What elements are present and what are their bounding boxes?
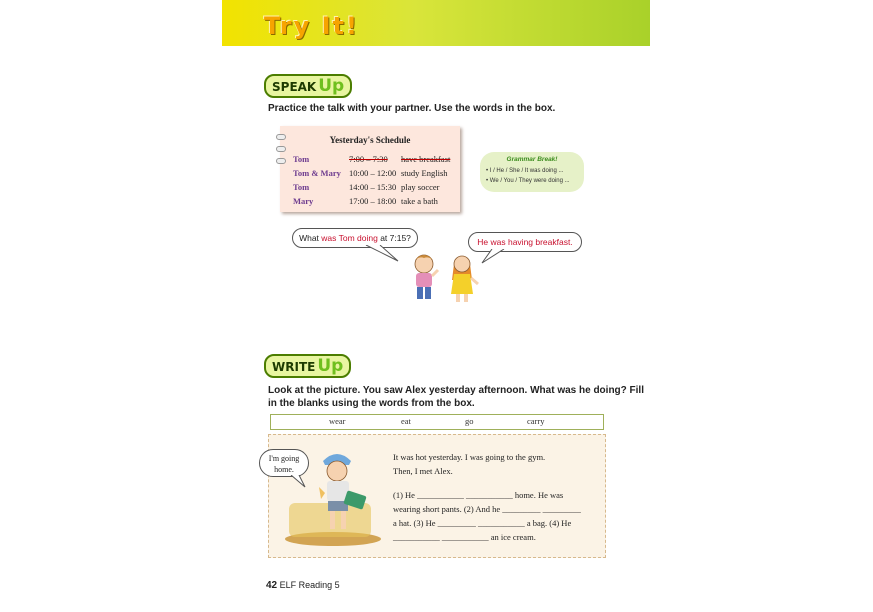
schedule-card (280, 126, 460, 212)
ice-cream-icon (319, 487, 325, 499)
word-box-item: carry (527, 416, 545, 426)
bubble-tail (362, 245, 402, 263)
speak-tag-text: SPEAK (272, 80, 317, 94)
book-title: ELF Reading 5 (279, 580, 340, 590)
schedule-time: 14:00 – 15:30 (349, 182, 397, 192)
word-box-item: eat (401, 416, 411, 426)
write-instruction-line-1: Look at the picture. You saw Alex yesterday afternoon. What was he doing? Fill (268, 385, 644, 396)
word-box (270, 414, 604, 430)
word-box-item: go (465, 416, 474, 426)
story-line: a hat. (3) He _________ ___________ a bag. (4) He (393, 518, 572, 528)
schedule-time: 10:00 – 12:00 (349, 168, 397, 178)
schedule-activity: have breakfast (401, 154, 451, 164)
story-line: Then, I met Alex. (393, 466, 453, 476)
grammar-line: • We / You / They were doing ... (486, 178, 570, 184)
page-number: 42 (266, 580, 278, 591)
title-banner (222, 0, 650, 46)
speak-tag-up: Up (318, 76, 345, 96)
bubble-text: at 7:15? (377, 233, 411, 243)
schedule-row (293, 154, 457, 166)
girl-figure (451, 256, 478, 302)
story-line: (1) He ___________ ___________ home. He was (393, 490, 564, 500)
write-up-tag (264, 354, 351, 378)
write-tag-text: WRITE (272, 360, 316, 374)
speak-instruction: Practice the talk with your partner. Use the words in the box. (268, 103, 556, 114)
binder-ring (276, 158, 286, 164)
schedule-row (293, 168, 457, 180)
speak-up-tag (264, 74, 352, 98)
story-panel (268, 434, 606, 558)
schedule-row (293, 182, 457, 194)
textbook-page (222, 0, 650, 612)
write-tag-up: Up (317, 356, 344, 376)
schedule-time: 17:00 – 18:00 (349, 196, 397, 206)
story-line: It was hot yesterday. I was going to the gym. (393, 452, 546, 462)
schedule-activity: take a bath (401, 196, 438, 206)
grammar-line: • I / He / She / It was doing ... (486, 168, 564, 174)
schedule-who: Tom & Mary (293, 168, 341, 178)
schedule-who: Mary (293, 196, 314, 206)
schedule-title: Yesterday's Schedule (329, 135, 411, 145)
story-line: ___________ ___________ an ice cream. (393, 532, 536, 542)
word-box-item: wear (329, 416, 346, 426)
alex-speech-text: I'm going home. (268, 454, 300, 474)
grammar-break-box (480, 152, 584, 192)
schedule-who: Tom (293, 154, 310, 164)
schedule-who: Tom (293, 182, 310, 192)
page-title: Try It! (264, 12, 359, 40)
alex-speech-bubble (259, 449, 309, 477)
binder-ring (276, 146, 286, 152)
bubble-highlight: was Tom doing (321, 233, 378, 243)
schedule-activity: study English (401, 168, 448, 178)
write-instruction-line-2: in the blanks using the words from the box. (268, 398, 475, 409)
page-footer (266, 580, 340, 591)
boy-figure (415, 255, 438, 299)
kids-illustration (408, 250, 488, 306)
bubble-tail (289, 475, 309, 489)
bubble-highlight: He was having breakfast. (477, 237, 573, 247)
grammar-title: Grammar Break! (506, 156, 558, 163)
schedule-row (293, 196, 457, 208)
bubble-text: What (299, 233, 322, 243)
schedule-activity: play soccer (401, 182, 440, 192)
story-line: wearing short pants. (2) And he _________ _________ (393, 504, 581, 514)
schedule-time: 7:00 – 7:30 (349, 154, 388, 164)
